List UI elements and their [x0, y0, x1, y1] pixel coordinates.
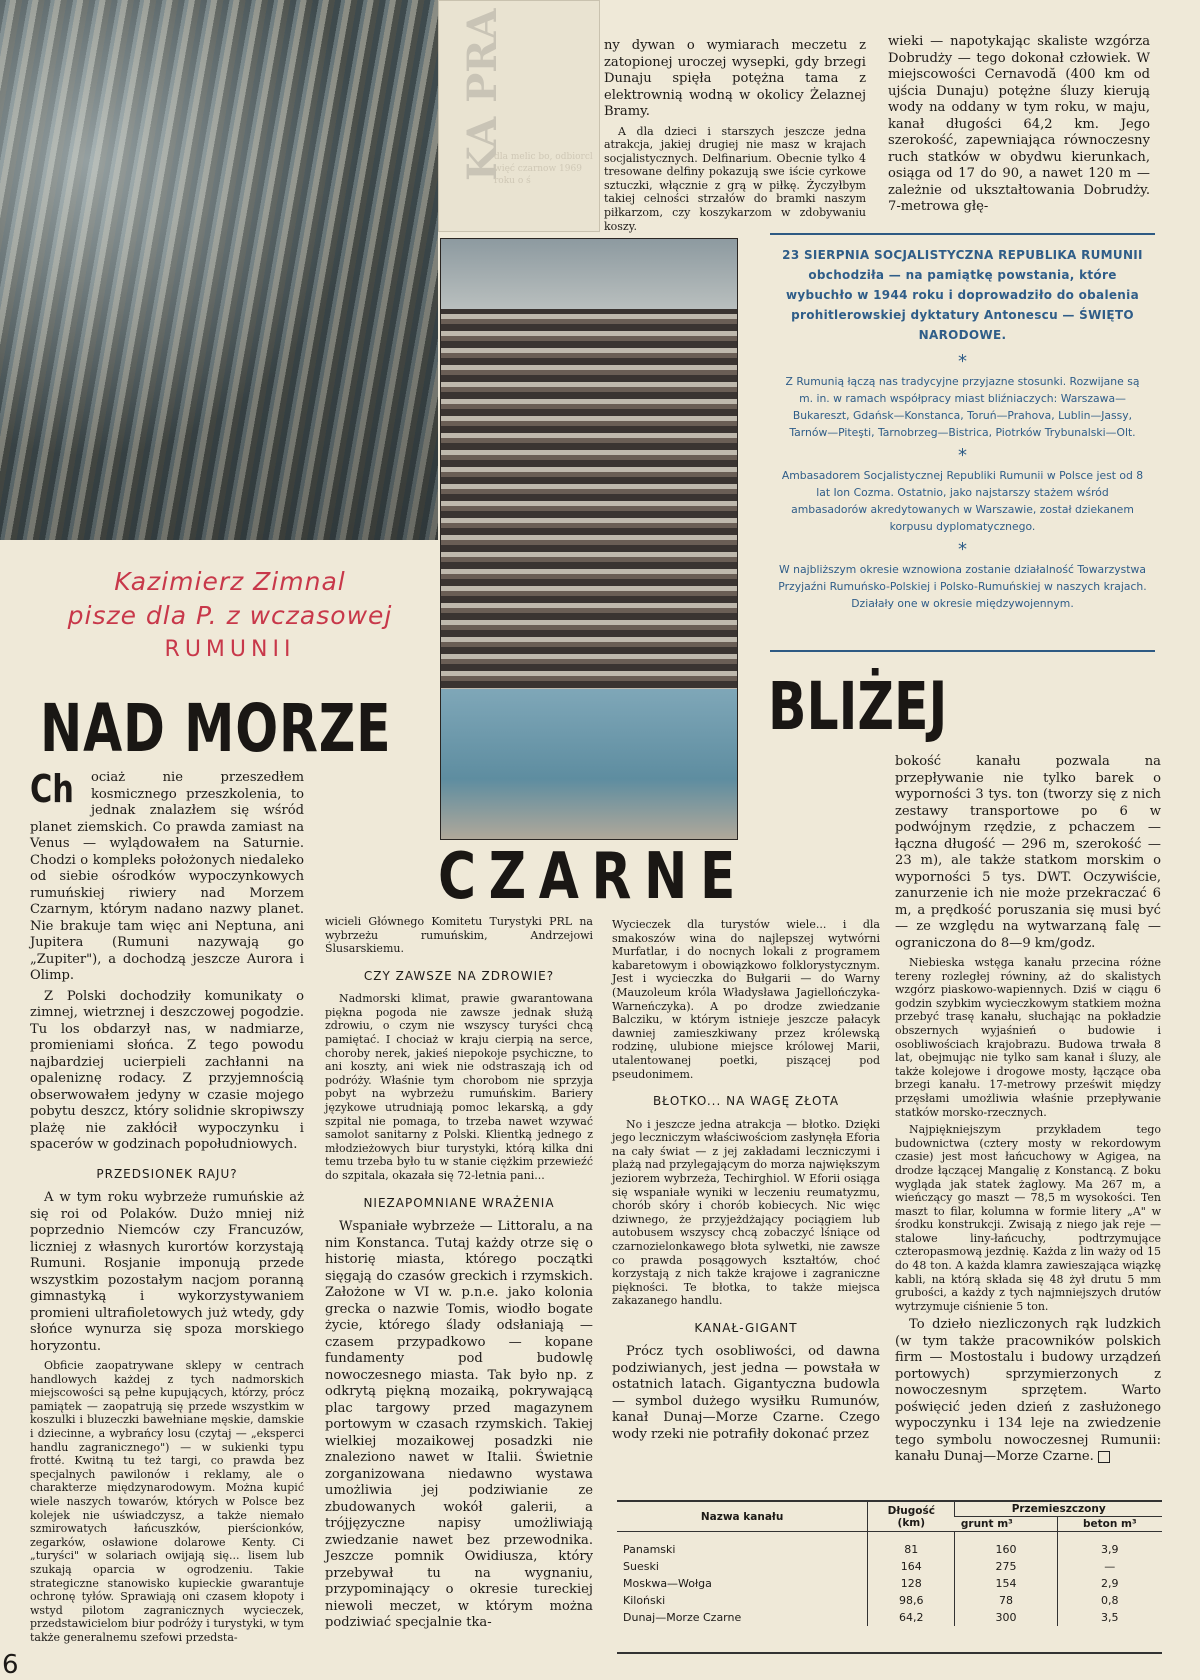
col-header-soil: grunt m³	[955, 1517, 1057, 1532]
cell-soil: 300	[955, 1609, 1057, 1626]
article-column-2	[325, 915, 593, 1636]
end-mark-icon	[1098, 1451, 1110, 1463]
section-title: KANAŁ-GIGANT	[694, 1320, 798, 1335]
cell-soil: 160	[955, 1532, 1057, 1559]
paragraph: wicieli Głównego Komitetu Turystyki PRL na wybrzeżu rumuńskim, Andrzejowi Ślusarskiemu.	[325, 915, 593, 956]
table-row	[617, 1532, 1162, 1559]
info-paragraph: Ambasadorem Socjalistycznej Republiki Rumunii w Polsce jest od 8 lat Ion Cozma. Ostatnio, jako najstarszy stażem wśród ambasadorów akredytowanych w Warszawie, został dziekanem korpusu dyplomatycznego.	[781, 469, 1144, 533]
faded-letters: KA PRA	[459, 8, 506, 181]
paragraph: Nadmorski klimat, prawie gwarantowana piękna pogoda nie zawsze jednak służą zdrowiu, o czym nie wszyscy turyści chcą pamiętać. I chociaż w kraju cierpią na serce, choroby nerek, jakieś niepokoje psychiczne, to ani koszty, ani wiek nie odstraszają ich od podróży. Właśnie tym chorobom nie sprzyja pobyt na wybrzeżu rumuńskim. Bariery językowe utrudniają pomoc lekarską, a gdy szpital nie pomaga, to trzeba nawet wzywać samolot sanitarny z Polski. Klientką jednego z młodzieżowych biur turystyki, którą kilka dni temu trzeba było tu w stanie ciężkim przewieźć do szpitala, okazała się 72-letnia pani...	[325, 992, 593, 1182]
cell-name: Panamski	[623, 1543, 676, 1556]
col-header-moved: Przemieszczony	[955, 1502, 1162, 1517]
paragraph: wieki — napotykając skaliste wzgórza Dobrudży — tego dokonał człowiek. W miejscowości Cernavodă (400 km od ujścia Dunaju) potężne śluzy kierują wody na oddany w tym roku, w maju, kanał długości 64,2 km. Jego szerokość, zapewniająca równoczesny ruch statków w obydwu kierunkach, osiąga od 17 do 90, a nawet 120 m — zależnie od ukształtowania Dobrudży. 7-metrowa głę-	[888, 34, 1150, 214]
article-column-3	[612, 918, 880, 1447]
headline-part-2: BLIŻEJ	[768, 668, 948, 745]
cell-soil: 78	[955, 1592, 1057, 1609]
canal-table-frame	[617, 1500, 1162, 1654]
paragraph: Wycieczek dla turystów wiele... i dla smakoszów wina do najlepszej wytwórni Murfatlar, i do nocnych lokali z programem kabaretowym i obowiązkowo folklorystycznym. Jest i wycieczka do Bułgarii — do Warny (Mauzoleum króla Władysława Jagiellończyka-Warneńczyka). A po drodze zwiedzanie Balcziku, w którym istnieje jeszcze pałacyk dawniej zamieszkiwany przez królewską rodzinę, ulubione miejsce królowej Marii, utalentowanej poetki, piszącej pod pseudonimem.	[612, 918, 880, 1081]
article-column-4	[895, 754, 1161, 1470]
info-paragraph: W najbliższym okresie wznowiona zostanie działalność Towarzystwa Przyjaźni Rumuńsko-Polskiej i Polsko-Rumuńskiej w naszych krajach. Działały one w okresie międzywojennym.	[778, 563, 1147, 610]
col-header-length: Długość (km)	[868, 1502, 955, 1532]
paragraph: Prócz tych osobliwości, od dawna podziwianych, jest jedna — powstała w ostatnich latach. Gigantyczna budowla — symbol dużego wysiłku Rumunów, kanał Dunaj—Morze Czarne. Czego wody rzeki nie potrafiły dokonać przez	[612, 1344, 880, 1442]
info-lead: 23 SIERPNIA SOCJALISTYCZNA REPUBLIKA RUMUNII obchodziła — na pamiątkę powstania, które wybuchło w 1944 roku i doprowadziło do obalenia prohitlerowskiej dyktatury Antonescu — ŚWIĘTO NARODOWE.	[782, 248, 1143, 342]
paragraph: Niebieska wstęga kanału przecina różne tereny rozległej równiny, aż do skalistych wzgórz piaskowo-wapiennych. Dziś w ciągu 6 godzin szybkim wycieczkowym statkiem można przebyć trasę kanału, słuchając na pokładzie obszernych wyjaśnień o budowie i osobliwościach krajobrazu. Budowa trwała 8 lat, obejmując nie tylko sam kanał i śluzy, ale także kolejowe i drogowe mosty, łączące oba brzegi kanału. 17-metrowy prześwit między przęsłami umożliwia właśnie przepływanie statków morsko-rzecznych.	[895, 956, 1161, 1119]
star-icon: *	[958, 539, 967, 560]
cell-soil: 275	[955, 1558, 1057, 1575]
hotel-photo-sky	[441, 239, 737, 309]
hotel-photo	[440, 238, 738, 840]
top-middle-column	[604, 38, 866, 237]
cell-length: 164	[868, 1558, 955, 1575]
cell-length: 64,2	[868, 1609, 955, 1626]
paragraph: A w tym roku wybrzeże rumuńskie aż się roi od Polaków. Dużo mniej niż poprzednio Niemców czy Francuzów, liczniej z własnych kurortów korzystają Rumuni. Rosjanie imponują przede wszystkim pozostałym nacjom poranną gimnastyką i wykorzystywaniem promieni ultrafioletowych już wtedy, gdy słońce wynurza się spoza morskiego horyzontu.	[30, 1190, 304, 1354]
hotel-photo-pool	[441, 689, 737, 839]
paragraph: ociaż nie przeszedłem kosmicznego przeszkolenia, to jednak znalazłem się wśród planet ziemskich. Co prawda zamiast na Venus — wylądowałem na Saturnie. Chodzi o kompleks położonych niedaleko od siebie ośrodków wypoczynkowych rumuńskiej riwiery nad Morzem Czarnym, którym nadano nazwy planet. Nie brakuje tam więc ani Neptuna, ani Jupitera (Rumuni nazywają go „Zupiter"), a dochodzą jeszcze Aurora i Olimp.	[30, 770, 304, 983]
cell-concrete: 3,5	[1057, 1609, 1162, 1626]
paragraph: No i jeszcze jedna atrakcja — błotko. Dzięki jego leczniczym właściwościom zasłynęła Eforia na cały świat — z jej zakładami leczniczymi i plażą nad przylegającym do morza największym jeziorem wybrzeża, Techirghiol. W Eforii osiąga się wspaniałe wyniki w leczeniu reumatyzmu, chorób skóry i chorób kobiecych. Nic więc dziwnego, że przyjeżdżający pociągiem lub autobusem wszyscy chcą zobaczyć lśniące od czarnozielonkawego błota sylwetki, nie zawsze co prawda posągowych kształtów, choć korzystają z nich także krajowe i zagraniczne piękności. Te błotka, to także miejsca zakazanego handlu.	[612, 1117, 880, 1308]
cell-length: 81	[868, 1532, 955, 1559]
byline-line: pisze dla P. z wczasowej	[67, 601, 393, 630]
paragraph: Z Polski dochodziły komunikaty o zimnej, wietrznej i deszczowej pogodzie. Tu los obdarzył nas, w nadmiarze, promieniami słońca. Z tego powodu najbardziej ucierpieli zachłanni na opaleniznę rodacy. Z przyjemnością obserwowałem jedyny w czasie mojego pobytu deszcz, który solidnie skropiwszy plażę nie zakłócił wypoczynku i spacerów w godzinach popołudniowych.	[30, 988, 304, 1152]
table-row	[617, 1575, 1162, 1592]
headline-part-3: CZARNE	[438, 840, 748, 914]
cell-name: Dunaj—Morze Czarne	[623, 1611, 742, 1624]
faded-text: dla melic bo, odbiorcl więć czarnow 1969 roku o ś	[494, 152, 593, 186]
cell-name: Kiloński	[623, 1594, 666, 1607]
byline	[30, 565, 430, 667]
page-number: 6	[2, 1650, 19, 1680]
section-title: BŁOTKO... NA WAGĘ ZŁOTA	[652, 1094, 840, 1109]
section-title: NIEZAPOMNIANE WRAŻENIA	[363, 1195, 555, 1210]
dropcap: Ch	[30, 767, 74, 811]
info-paragraph: Z Rumunią łączą nas tradycyjne przyjazne stosunki. Rozwijane są m. in. w ramach współpracy miast bliźniaczych: Warszawa—Bukareszt, Gdańsk—Konstanca, Toruń—Prahova, Lublin—Jassy, Tarnów—Piteşti, Tarnobrzeg—Bistrica, Piotrków Trybunalski—Olt.	[785, 375, 1140, 439]
star-icon: *	[958, 351, 967, 372]
paragraph: Najpiękniejszym przykładem tego budownictwa (cztery mosty w rekordowym czasie) jest most łańcuchowy w Agigea, na drodze łączącej Mangalię z Konstancą. Z boku wygląda jak statek żaglowy. Ma 267 m, a wieńczący go maszt — 78,5 m wysokości. Ten maszt to filar, kolumna w formie litery „A" w środku konstrukcji. Zwisają z niego jak reje — stalowe liny-łańcuchy, podtrzymujące czteropasmową jezdnię. Każda z lin waży od 15 do 48 ton. A każda klamra zawieszająca wiązkę kabli, na którą składa się 48 żył drutu 5 mm grubości, a każdy z tych najmniejszych drutów wytrzymuje ciśnienie 5 ton.	[895, 1123, 1161, 1313]
cell-concrete: 0,8	[1057, 1592, 1162, 1609]
byline-country: RUMUNII	[164, 637, 296, 662]
paragraph: ny dywan o wymiarach meczetu z zatopionej uroczej wysepki, gdy brzegi Dunaju spięła potężna tama z elektrownią wodną w okolicy Żelaznej Bramy.	[604, 38, 866, 119]
article-column-1	[30, 767, 304, 1648]
canal-aerial-photo	[0, 0, 438, 540]
table-row	[617, 1558, 1162, 1575]
headline-part-1: NAD MORZE	[40, 690, 392, 767]
cell-concrete: 2,9	[1057, 1575, 1162, 1592]
cell-length: 128	[868, 1575, 955, 1592]
cell-concrete: —	[1057, 1558, 1162, 1575]
star-icon: *	[958, 445, 967, 466]
table-row	[617, 1592, 1162, 1609]
col-header-concrete: beton m³	[1057, 1517, 1162, 1532]
section-title: PRZEDSIONEK RAJU?	[96, 1166, 238, 1181]
paragraph: bokość kanału pozwala na przepływanie nie tylko barek o wyporności 3 tys. ton (tworzy się z nich zestawy transportowe po 6 w podwójnym rzędzie, z pchaczem — łączna długość — 296 m, szerokość — 23 m), ale także statkom morskim o wyporności 5 tys. DWT. Oczywiście, zanurzenie ich nie może przekraczać 6 m, a prędkość poruszania się musi być — ze względu na wytwarzaną falę — ograniczona do 8—9 km/godz.	[895, 754, 1161, 951]
canal-table	[617, 1502, 1162, 1626]
top-right-column	[888, 34, 1150, 220]
author-name: Kazimierz Zimnal	[114, 567, 346, 596]
faded-neighbour-page	[438, 0, 600, 232]
table-row	[617, 1609, 1162, 1626]
info-box	[770, 233, 1155, 652]
paragraph: Obficie zaopatrywane sklepy w centrach handlowych każdej z tych nadmorskich miejscowości są pełne kupujących, którzy, prócz pamiątek — zaopatrują się przede wszystkim w koszulki i bluzeczki bawełniane męskie, damskie i dziecinne, a wybrańcy losu (czytaj — „eksperci handlu zagranicznego") — w sukienki typu frotté. Kwitną tu też targi, co prawda bez specjalnych pawilonów i reklamy, ale o charakterze międzynarodowym. Można kupić wiele naszych towarów, których w Polsce bez kolejek nie uświadczysz, a także niemało szmirowatych łańcuszków, pierścionków, zegarków, osławione dolarowe Kenty. Ci „turyści" w solariach owijają się... lisem lub szukają oparcia w ogrodzeniu. Takie strategiczne stanowisko kupieckie gwarantuje ochronę tyłów. Sprawiają oni czasem kłopoty i wstyd pilotom zagranicznych wycieczek, przedstawicielom biur podróży i turystyki, w tym także generalnemu szefowi przedsta-	[30, 1359, 304, 1644]
cell-name: Sueski	[623, 1560, 659, 1573]
cell-concrete: 3,9	[1057, 1532, 1162, 1559]
cell-length: 98,6	[868, 1592, 955, 1609]
col-header-name: Nazwa kanału	[617, 1502, 868, 1532]
paragraph-text: To dzieło niezliczonych rąk ludzkich (w tym także pracowników polskich firm — Mostostalu i budowy urządzeń portowych) sprzymierzonych z nowoczesnym sprzętem. Warto poświęcić jeden dzień z zasłużonego wypoczynku i 134 leje na zwiedzenie tego symbolu nowoczesnej Rumunii: kanału Dunaj—Morze Czarne.	[895, 1317, 1161, 1465]
cell-name: Moskwa—Wołga	[623, 1577, 712, 1590]
section-title: CZY ZAWSZE NA ZDROWIE?	[363, 968, 555, 983]
cell-soil: 154	[955, 1575, 1057, 1592]
paragraph: Wspaniałe wybrzeże — Littoralu, a na nim Konstanca. Tutaj każdy otrze się o historię miasta, którego początki sięgają do czasów greckich i rzymskich. Założone w VI w. p.n.e. jako kolonia grecka o nazwie Tomis, wiodło bogate życie, którego ślady odsłaniają — czasem przypadkowo — kopane fundamenty pod budowlę nowoczesnego miasta. Tak było np. z odkrytą piękną mozaiką, pokrywającą plac targowy przed magazynem portowym w czasach rzymskich. Takiej wielkiej mozaikowej posadzki nie znaleziono nawet w Italii. Świetnie zorganizowana niedawno wystawa umożliwia jej podziwianie ze zbudowanych wokół galerii, a trójjęzyczne napisy umożliwiają zwiedzanie nawet bez przewodnika. Jeszcze pomnik Owidiusza, który przebywał tu na wygnaniu, przypominający o okresie tureckiej niewoli meczet, w którym można podziwiać specjalnie tka-	[325, 1219, 593, 1631]
paragraph	[895, 1317, 1161, 1466]
paragraph: A dla dzieci i starszych jeszcze jedna atrakcja, jakiej drugiej nie masz w krajach socjalistycznych. Delfinarium. Obecnie tylko 4 tresowane delfiny pokazują swe iście cyrkowe sztuczki, włącznie z grą w piłkę. Życzyłbym takiej celności strzałów do bramki naszym piłkarzom, czy koszykarzom w zdobywaniu koszy.	[604, 124, 866, 233]
